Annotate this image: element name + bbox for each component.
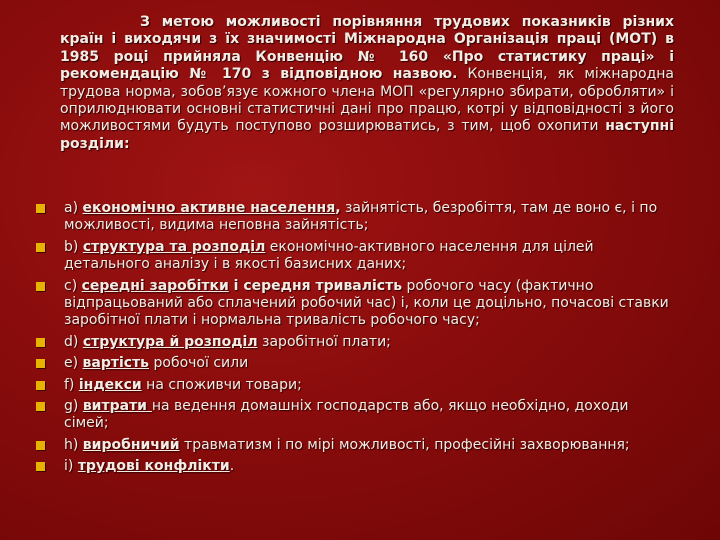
item-text: на ведення домашніх господарств або, якщо необхідно, доходи сімей; [64,398,629,432]
item-term: економічно активне населення [82,200,336,216]
item-term: середні заробітки [81,277,229,294]
item-text: заробітної плати; [257,333,391,350]
item-text: економічно-активного населення для цілей детального аналізу і в якості базисних даних; [64,238,594,273]
item-text: робочого часу (фактично відпрацьований або сплачений робочий час) і, коли це доцільно, почасові ставки заробітної плати і нормальна тривалість робочого часу; [64,277,669,329]
list-item [36,278,676,330]
square-bullet-icon [36,381,45,390]
list-item [36,355,676,372]
item-term: структура та розподіл [82,238,266,255]
item-prefix: a) [64,200,83,216]
item-prefix: i) [64,458,78,475]
intro-bold-text: З метою можливості порівняння трудових показників різних країн і виходячи з їх значимості Міжнародна Організація праці (МОТ) в 1985 році прийняла Конвенцію № 160 «Про статистику праці» і рекомендацію № 170 з відповідною назвою. [60,14,674,83]
item-text: робочої сили [149,355,249,372]
square-bullet-icon [36,441,45,450]
square-bullet-icon [36,402,45,411]
item-prefix: g) [64,398,83,415]
square-bullet-icon [36,204,45,213]
list-item [36,398,676,433]
intro-normal-text: Конвенція, як міжнародна трудова норма, зобов’язує кожного члена МОП «регулярно збирати, обробляти» і оприлюднювати основні статистичні дані про працю, котрі у відповідності з його можливостями будуть поступово розширюватись, з тим, щоб охопити [60,66,674,135]
list-item [36,377,676,394]
item-prefix: h) [64,436,83,453]
intro-bold-end: наступні розділи: [60,118,674,152]
item-term: структура й розподіл [82,333,258,350]
item-prefix: c) [64,277,82,294]
item-term: витрати [82,398,152,415]
item-prefix: d) [64,333,83,350]
square-bullet-icon [36,282,45,291]
list-item [36,458,676,475]
item-term: індекси [78,376,142,393]
item-term-extra: , [335,200,341,216]
item-term: виробничий [82,436,180,453]
item-text: . [229,458,235,475]
list-item [36,334,676,351]
item-term-extra: і середня тривалість [228,277,403,294]
item-text: зайнятість, безробіття, там де воно є, і по можливості, видима неповна зайнятість; [64,200,658,234]
item-prefix: b) [64,238,83,255]
list-item [36,437,676,454]
list-item [36,200,676,235]
item-text: травматизм і по мірі можливості, професійні захворювання; [179,436,630,453]
item-term: вартість [82,355,150,372]
item-term: трудові конфлікти [77,458,230,475]
sections-list [36,200,676,480]
square-bullet-icon [36,243,45,252]
square-bullet-icon [36,338,45,347]
item-prefix: f) [64,376,79,393]
item-prefix: e) [64,355,83,372]
intro-paragraph [60,14,674,153]
item-text: на споживчи товари; [141,376,302,393]
square-bullet-icon [36,359,45,368]
list-item [36,239,676,274]
square-bullet-icon [36,462,45,471]
